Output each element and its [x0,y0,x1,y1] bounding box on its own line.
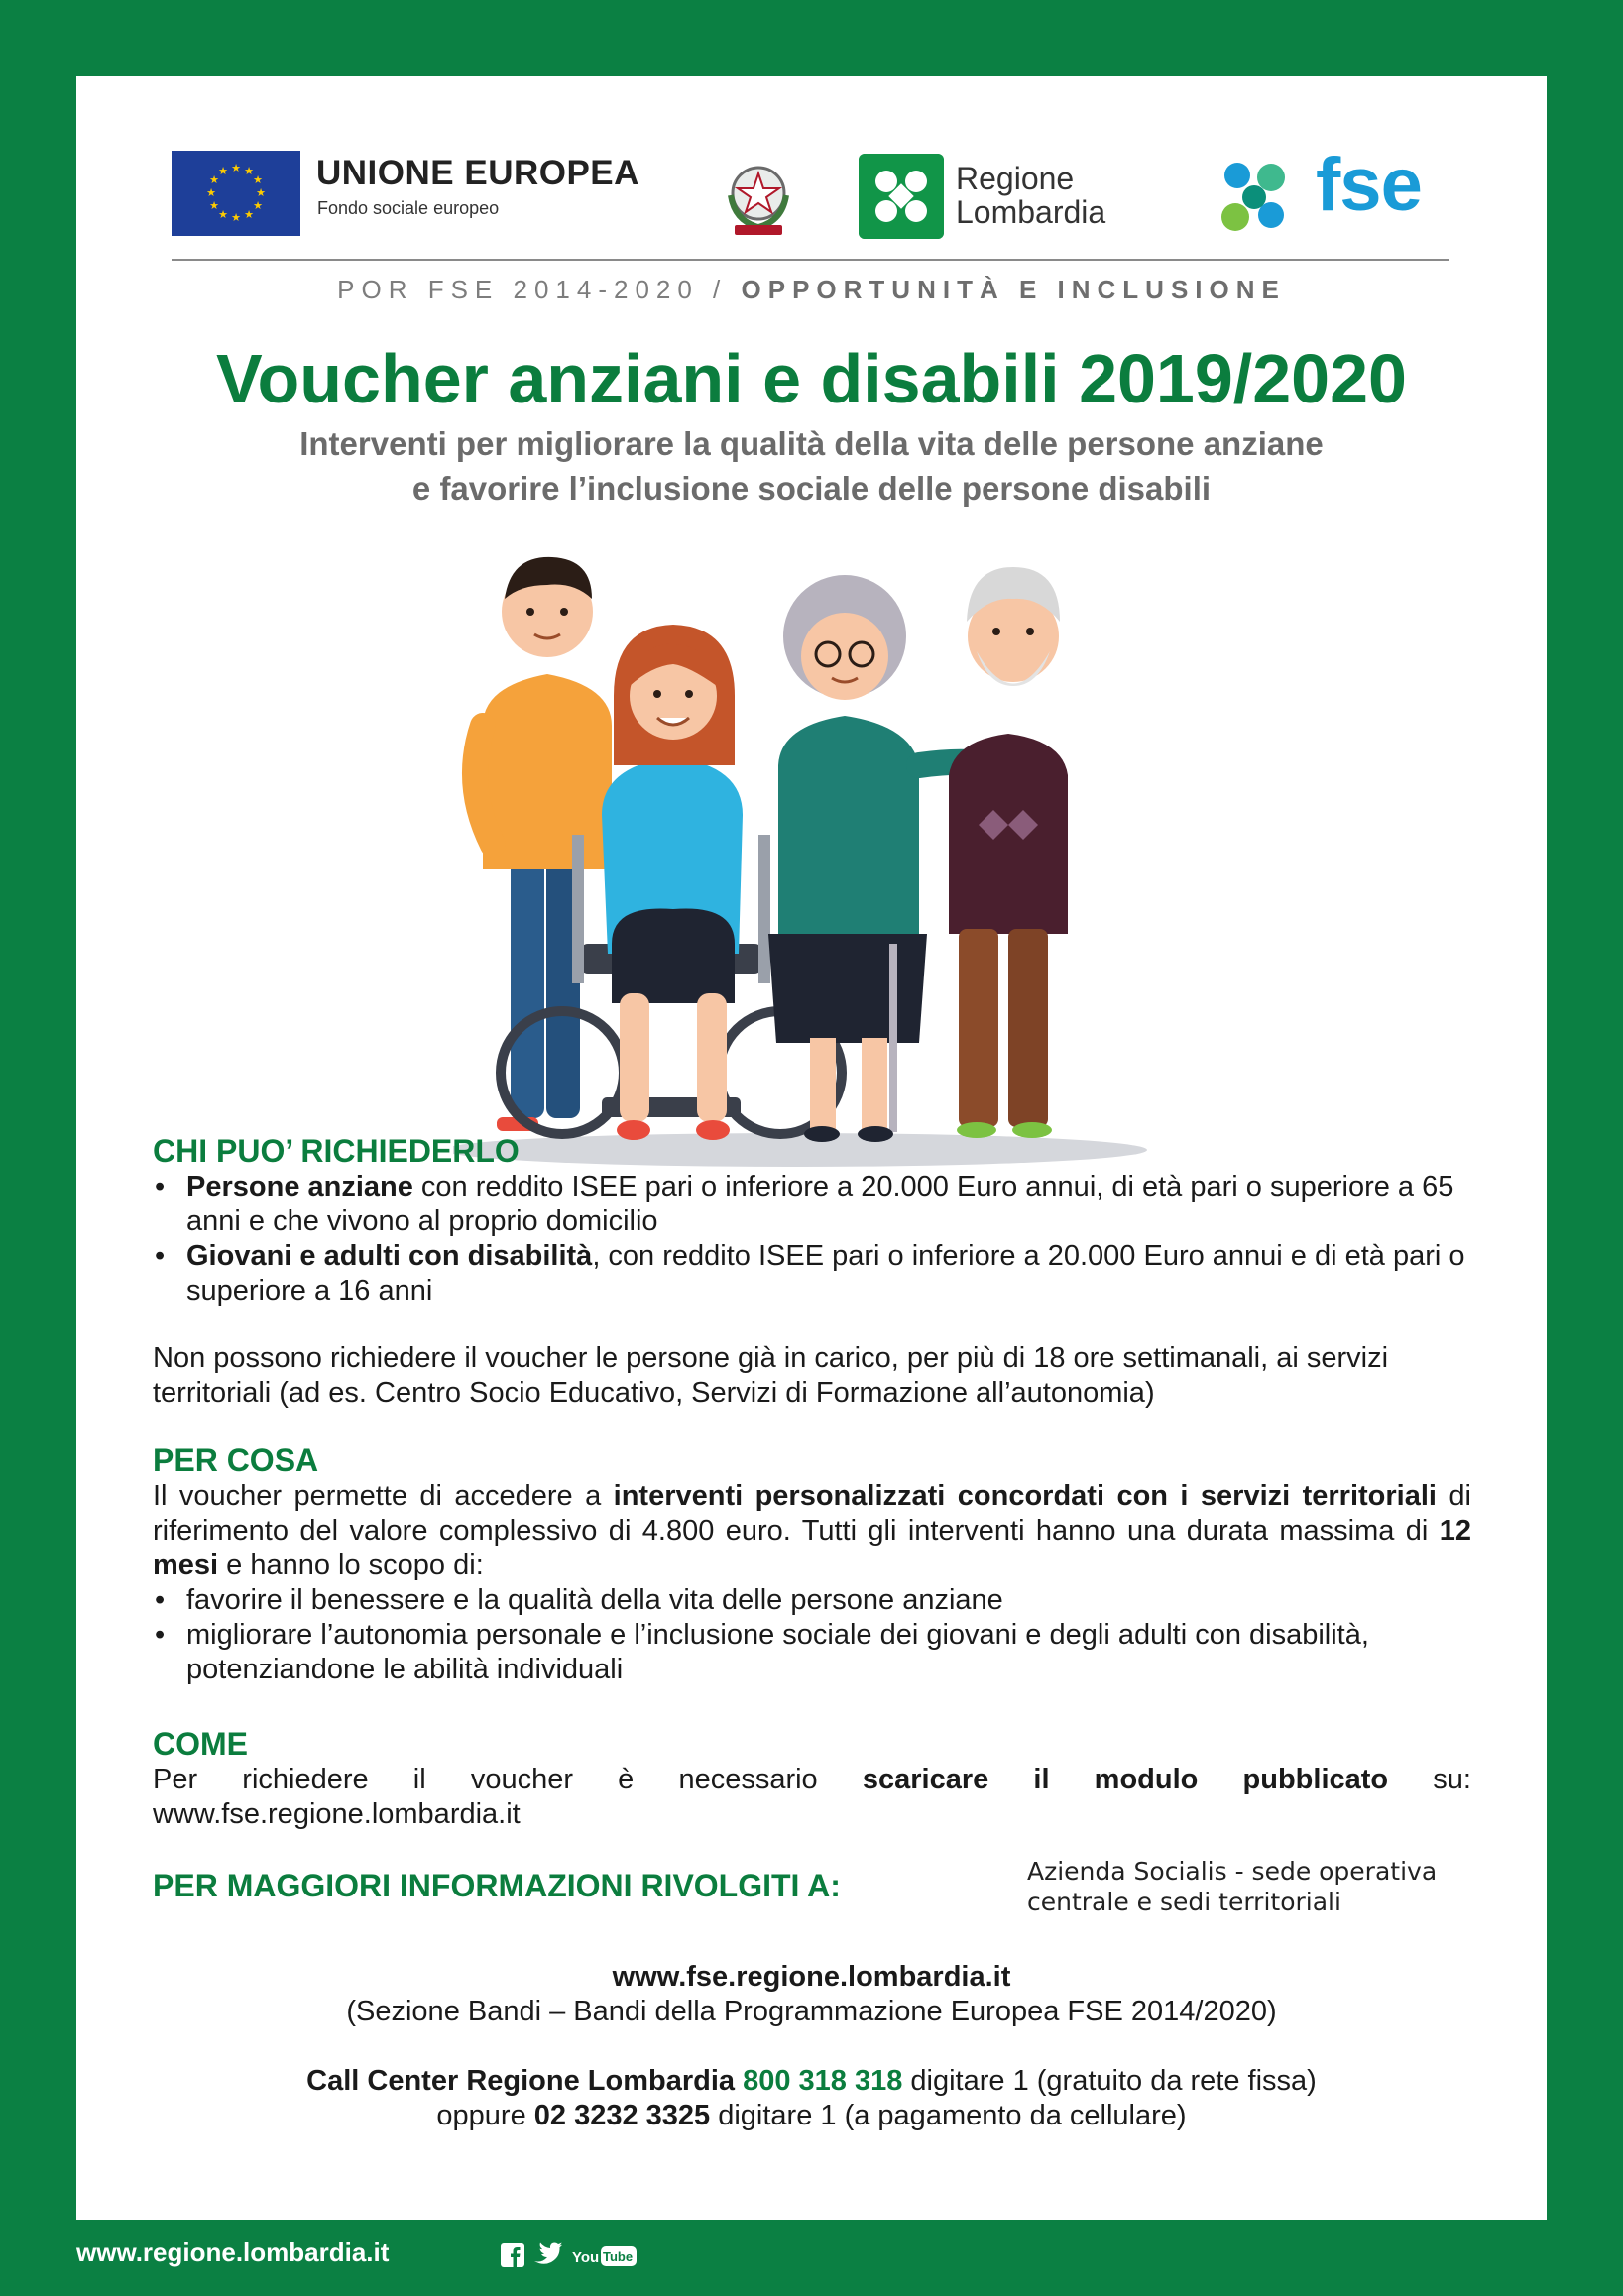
facebook-icon[interactable] [501,2243,524,2267]
info-label: PER MAGGIORI INFORMAZIONI RIVOLGITI A: [153,1868,841,1903]
call-center-number[interactable]: 800 318 318 [743,2065,903,2097]
fse-logo-text: fse [1316,143,1422,227]
svg-text:★: ★ [253,173,263,186]
twitter-icon[interactable] [534,2243,562,2264]
svg-text:★: ★ [244,208,254,221]
svg-text:★: ★ [209,173,219,186]
contacts-url[interactable]: www.fse.regione.lombardia.it [612,1961,1011,1993]
grandfather-figure [949,567,1068,1138]
eu-title: UNIONE EUROPEA [316,154,639,192]
page-subtitle: Interventi per migliorare la qualità della vita delle persone anziane e favorire l’inclusione sociale delle persone disabili [299,425,1324,507]
info-contact: Azienda Socialis - sede operativa centrale e sedi territoriali [1027,1857,1438,1916]
header-divider [172,259,1449,261]
list-item: • Giovani e adulti con disabilità, con reddito ISEE pari o inferiore a 20.000 Euro annui e di età pari o superiore a 16 anni [153,1239,1471,1309]
footer-url[interactable]: www.regione.lombardia.it [76,2238,390,2267]
italian-emblem-icon [721,156,796,241]
contacts-section-note: (Sezione Bandi – Bandi della Programmazione Europea FSE 2014/2020) [346,1996,1277,2027]
svg-text:★: ★ [253,199,263,212]
section-per-cosa [153,1441,1471,1687]
svg-text:★: ★ [256,186,266,199]
fse-logo-icon [1210,154,1299,243]
come-url[interactable]: www.fse.regione.lombardia.it [153,1798,521,1830]
eu-subtitle: Fondo sociale europeo [317,198,500,218]
family-illustration [453,527,1167,1177]
alt-number[interactable]: 02 3232 3325 [533,2100,711,2131]
come-heading: COME [153,1726,248,1762]
svg-text:★: ★ [218,208,228,221]
come-paragraph: Per richiedere il voucher è necessario scaricare il modulo pubblicato su: [153,1764,1471,1795]
eu-flag-icon [172,151,300,236]
per-cosa-heading: PER COSA [153,1442,319,1478]
youtube-icon[interactable] [572,2246,637,2266]
svg-text:★: ★ [209,199,219,212]
svg-text:★: ★ [231,162,241,174]
page-title: Voucher anziani e disabili 2019/2020 [216,340,1407,417]
program-line: POR FSE 2014-2020 / OPPORTUNITÀ E INCLUSIONE [337,275,1286,304]
poster-sheet [76,76,1547,2220]
svg-text:Tube: Tube [603,2249,634,2264]
social-icons [501,2240,639,2270]
call-center-line: Call Center Regione Lombardia 800 318 318 digitare 1 (gratuito da rete fissa) [306,2065,1317,2097]
list-item: • Persone anziane con reddito ISEE pari o inferiore a 20.000 Euro annui, di età pari o superiore a 65 anni e che vivono al proprio domicilio [153,1170,1471,1239]
young-man-figure [475,557,612,1131]
alt-number-line: oppure 02 3232 3325 digitare 1 (a pagamento da cellulare) [436,2100,1187,2131]
list-item: • favorire il benessere e la qualità della vita delle persone anziane [153,1583,1471,1618]
regione-lombardia-text: Regione Lombardia [956,161,1106,230]
young-woman-figure [602,625,743,1140]
chi-heading: CHI PUO’ RICHIEDERLO [153,1133,520,1169]
svg-text:★: ★ [218,165,228,177]
svg-text:★: ★ [206,186,216,199]
section-come [153,1725,1471,1832]
contacts-block [76,1960,1547,2133]
svg-text:★: ★ [244,165,254,177]
svg-text:★: ★ [231,211,241,224]
svg-text:You: You [572,2249,600,2266]
list-item: • migliorare l’autonomia personale e l’inclusione sociale dei giovani e degli adulti con disabilità, potenziandone le abilità individuali [153,1618,1471,1687]
regione-lombardia-logo-icon [859,154,944,239]
per-cosa-paragraph: Il voucher permette di accedere a interventi personalizzati concordati con i servizi territoriali di riferimento del valore complessivo di 4.800 euro. Tutti gli interventi hanno una durata massima di 12 mesi e hanno lo scopo di: [153,1480,1471,1581]
section-chi [153,1132,1471,1411]
chi-note: Non possono richiedere il voucher le persone già in carico, per più di 18 ore settimanali, ai servizi territoriali (ad es. Centro Socio Educativo, Servizi di Formazione all’autonomia) [153,1342,1389,1409]
